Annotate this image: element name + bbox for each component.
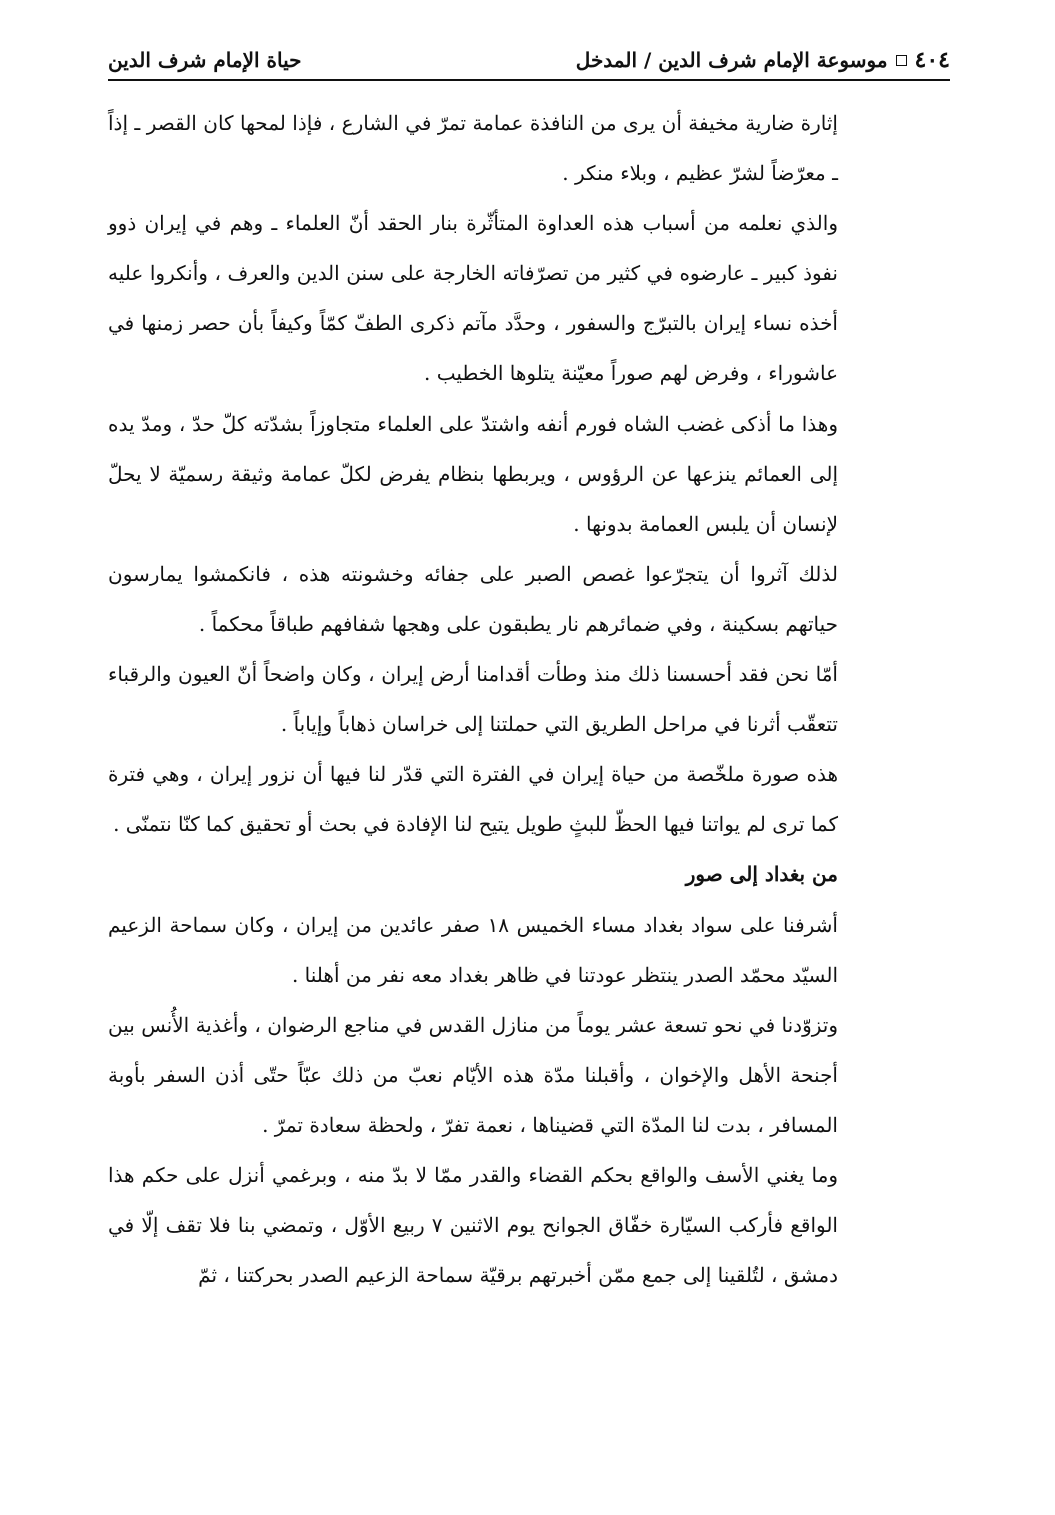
book-title: موسوعة الإمام شرف الدين / المدخل bbox=[575, 48, 888, 72]
paragraph: إثارة ضارية مخيفة أن يرى من النافذة عمامة تمرّ في الشارع ، فإذا لمحها كان القصر ـ إذاً ـ معرّضاً لشرّ عظيم ، وبلاء منكر . bbox=[108, 111, 838, 186]
paragraph: وتزوّدنا في نحو تسعة عشر يوماً من منازل القدس في مناجع الرضوان ، وأغذية الأُنس بين أجنحة الأهل والإخوان ، وأقبلنا مدّة هذه الأيّام نعبّ من ذلك عبّاً حتّى أذن السفر بأوبة المسافر ، بدت لنا المدّة التي قضيناها ، نعمة تفرّ ، ولحظة سعادة تمرّ . bbox=[108, 1012, 838, 1137]
paragraph: والذي نعلمه من أسباب هذه العداوة المتأثّرة بنار الحقد أنّ العلماء ـ وهم في إيران ذوو نفوذ كبير ـ عارضوه في كثير من تصرّفاته الخارجة على سنن الدين والعرف ، وأنكروا عليه أخذه نساء إيران بالتبرّج والسفور ، وحدَّد مآتم ذكرى الطفّ كمّاً وكيفاً بأن حصر زمنها في عاشوراء ، وفرض لهم صوراً معيّنة يتلوها الخطيب . bbox=[108, 211, 838, 386]
header-rule bbox=[108, 79, 950, 81]
paragraph: هذه صورة ملخّصة من حياة إيران في الفترة التي قدّر لنا فيها أن نزور إيران ، وهي فترة كما ترى لم يواتنا فيها الحظّ للبثٍ طويل يتيح لنا الإفادة في بحث أو تحقيق كما كنّا نتمنّى . bbox=[108, 762, 838, 837]
square-separator-icon bbox=[896, 55, 907, 66]
header-right-group bbox=[576, 47, 950, 73]
section-title: حياة الإمام شرف الدين bbox=[108, 48, 302, 72]
running-header bbox=[108, 40, 950, 80]
paragraph: أمّا نحن فقد أحسسنا ذلك منذ وطأت أقدامنا أرض إيران ، وكان واضحاً أنّ العيون والرقباء تتعقّب أثرنا في مراحل الطريق التي حملتنا إلى خراسان ذهاباً وإياباً . bbox=[108, 662, 838, 737]
paragraph: وهذا ما أذكى غضب الشاه فورم أنفه واشتدّ على العلماء متجاوزاً بشدّته كلّ حدّ ، ومدّ يده إلى العمائم ينزعها عن الرؤوس ، ويربطها بنظام يفرض لكلّ عمامة وثيقة رسميّة لا يحلّ لإنسان أن يلبس العمامة بدونها . bbox=[108, 411, 838, 536]
paragraph: لذلك آثروا أن يتجرّعوا غصص الصبر على جفائه وخشونته هذه ، فانكمشوا يمارسون حياتهم بسكينة ، وفي ضمائرهم نار يطبقون على وهجها شفافهم طباقاً محكماً . bbox=[108, 561, 838, 636]
paragraph: أشرفنا على سواد بغداد مساء الخميس ١٨ صفر عائدين من إيران ، وكان سماحة الزعيم السيّد محمّد الصدر ينتظر عودتنا في ظاهر بغداد معه نفر من أهلنا . bbox=[108, 912, 838, 987]
paragraph: وما يغني الأسف والواقع بحكم القضاء والقدر ممّا لا بدّ منه ، وبرغمي أنزل على حكم هذا الواقع فأركب السيّارة خفّاق الجوانح يوم الاثنين ٧ ربيع الأوّل ، وتمضي بنا فلا تقف إلّا في دمشق ، لتُلقينا إلى جمع ممّن أخبرتهم برقيّة سماحة الزعيم الصدر بحركتنا ، ثمّ bbox=[108, 1162, 838, 1288]
page-body bbox=[108, 98, 838, 1300]
section-heading: من بغداد إلى صور bbox=[685, 862, 838, 887]
page-number: ٤٠٤ bbox=[914, 47, 950, 73]
